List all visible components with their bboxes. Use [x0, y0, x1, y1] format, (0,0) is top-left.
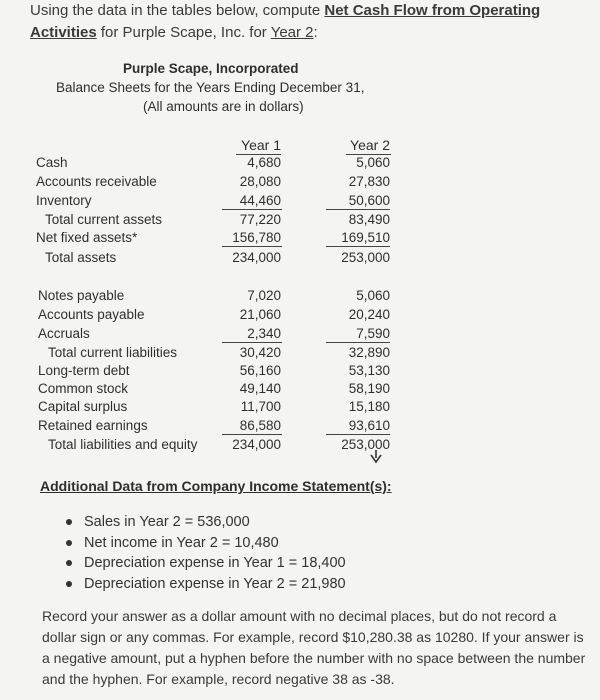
cell-year2: 93,610 — [348, 418, 390, 433]
cell-year2: 50,600 — [348, 193, 390, 208]
row-label: Accruals — [38, 326, 90, 341]
cell-year1: 21,060 — [239, 307, 281, 322]
company-name: Purple Scape, Incorporated — [123, 61, 299, 76]
question-prompt — [30, 0, 590, 44]
balance-sheet-title: Balance Sheets for the Years Ending December 31, — [56, 80, 365, 95]
cell-year1: 7,020 — [247, 288, 281, 303]
cell-year2: 32,890 — [348, 345, 390, 360]
row-label: Retained earnings — [38, 418, 148, 433]
row-label: Total liabilities and equity — [48, 437, 198, 452]
list-item — [60, 512, 346, 533]
cell-year2: 5,060 — [356, 155, 390, 170]
cell-year1: 11,700 — [240, 399, 281, 414]
list-item-text: Depreciation expense in Year 1 = 18,400 — [84, 555, 346, 571]
cell-year2: 5,060 — [356, 288, 390, 303]
row-label: Net fixed assets* — [36, 230, 138, 245]
cell-year2: 20,240 — [348, 307, 390, 322]
question-emphasis: Net Cash Flow from Operating Activities — [30, 2, 541, 41]
row-label: Accounts receivable — [36, 174, 157, 189]
cell-year1: 234,000 — [232, 250, 281, 265]
col-header-year1: Year 1 — [241, 137, 281, 153]
cell-year2: 253,000 — [341, 250, 390, 265]
question-text-3: : — [313, 24, 318, 41]
cell-year1: 156,780 — [232, 230, 281, 245]
row-label: Common stock — [38, 381, 129, 396]
col-header-year2: Year 2 — [350, 137, 390, 153]
cell-year2: 27,830 — [348, 174, 390, 189]
bullet-icon — [66, 519, 72, 525]
cell-year2: 15,180 — [348, 399, 390, 414]
cell-year1: 30,420 — [239, 345, 281, 360]
cell-year2: 83,490 — [348, 212, 390, 227]
cell-year1: 28,080 — [239, 174, 281, 189]
row-label: Inventory — [36, 193, 92, 208]
cell-year2: 58,190 — [348, 381, 390, 396]
cell-year1: 86,580 — [239, 418, 281, 433]
cell-year1: 234,000 — [232, 437, 281, 452]
cell-year2: 169,510 — [341, 230, 390, 245]
question-text-2: for Purple Scape, Inc. for — [96, 24, 271, 41]
cell-year2: 7,590 — [356, 326, 390, 341]
row-label: Total current liabilities — [48, 345, 178, 360]
row-label: Accounts payable — [38, 307, 145, 322]
list-item-text: Net income in Year 2 = 10,480 — [84, 534, 279, 551]
row-label: Total assets — [45, 250, 117, 265]
answer-instructions: Record your answer as a dollar amount with no decimal places, but do not record a dollar sign or any commas. For example, record $10,280.38 as 10280. If your answer is a negative amount, put a hyphen before the number with no space between the number and the hyphen. For example, record negative 38 as -38. — [42, 608, 586, 687]
row-label: Notes payable — [38, 288, 125, 303]
bullet-icon — [66, 581, 72, 587]
cell-year2: 253,000 — [341, 437, 390, 452]
row-label: Long-term debt — [38, 363, 130, 378]
cell-year1: 49,140 — [239, 381, 281, 396]
cell-year1: 44,460 — [239, 193, 281, 208]
additional-data-list — [60, 512, 346, 594]
list-item — [60, 533, 346, 554]
row-label: Total current assets — [45, 212, 163, 227]
cell-year2: 53,130 — [348, 363, 390, 378]
cell-year1: 4,680 — [247, 155, 281, 170]
bullet-icon — [66, 560, 72, 566]
units-note: (All amounts are in dollars) — [143, 99, 304, 114]
cell-year1: 2,340 — [247, 326, 281, 341]
list-item-text: Sales in Year 2 = 536,000 — [84, 514, 250, 530]
question-year: Year 2 — [270, 24, 314, 41]
cell-year1: 56,160 — [239, 363, 281, 378]
mouse-cursor-icon — [370, 450, 382, 469]
question-text-1: Using the data in the tables below, compute — [30, 2, 325, 19]
row-label: Cash — [36, 155, 68, 170]
additional-data-heading: Additional Data from Company Income Statement(s): — [40, 478, 392, 494]
bullet-icon — [66, 540, 72, 546]
list-item-text: Depreciation expense in Year 2 = 21,980 — [84, 575, 346, 592]
list-item — [60, 574, 346, 595]
cell-year1: 77,220 — [239, 212, 281, 227]
list-item — [60, 553, 346, 574]
row-label: Capital surplus — [38, 399, 128, 414]
